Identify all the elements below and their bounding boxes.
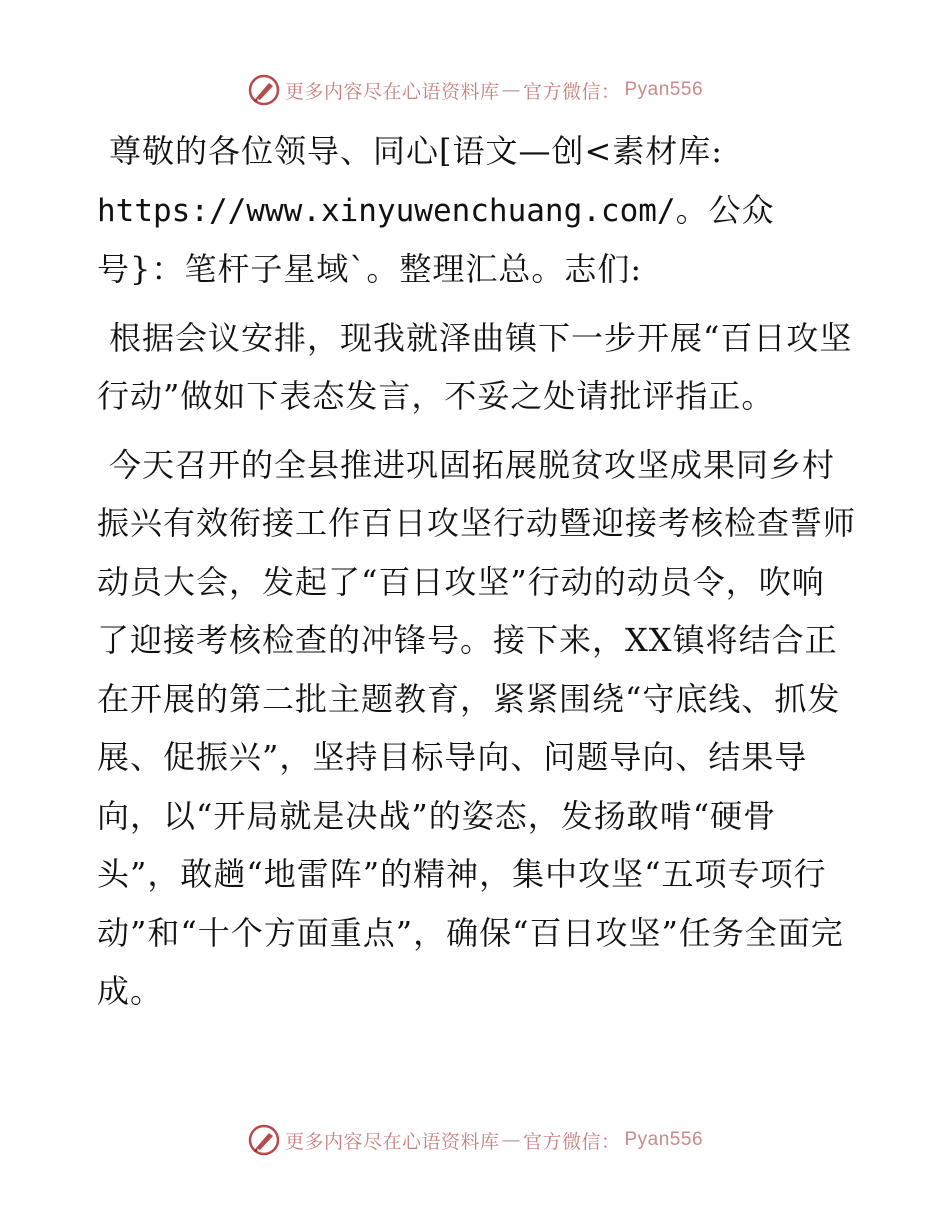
salutation-text: 尊敬的各位领导、同心[语文—创<素材库:	[109, 132, 724, 170]
watermark-wechat-id: Pyan556	[624, 79, 704, 100]
watermark-separator: —	[501, 79, 521, 101]
watermark-text: 更多内容尽在心语资料库	[284, 1130, 500, 1153]
source-url-text: https://www.xinyuwenchuang.com/	[97, 192, 676, 229]
pen-logo-icon	[247, 1123, 281, 1157]
salutation-suffix: 。公众号}：笔杆子星域ˋ。整理汇总。志们:	[97, 190, 775, 288]
paragraph-intro: 根据会议安排，现我就泽曲镇下一步开展“百日攻坚行动”做如下表态发言，不妥之处请批评指正。	[97, 318, 853, 415]
pen-logo-icon	[247, 73, 281, 107]
document-body	[97, 122, 857, 1031]
watermark-wechat-label: 官方微信：	[522, 80, 621, 103]
watermark-wechat-label: 官方微信：	[522, 1130, 621, 1153]
watermark-wechat-id: Pyan556	[624, 1129, 704, 1150]
paragraph-main: 今天召开的全县推进巩固拓展脱贫攻坚成果同乡村振兴有效衔接工作百日攻坚行动暨迎接考核检查誓师动员大会，发起了“百日攻坚”行动的动员令，吹响了迎接考核检查的冲锋号。接下来，XX镇将结合正在开展的第二批主题教育，紧紧围绕“守底线、抓发展、促振兴”，坚持目标导向、问题导向、结果导向，以“开局就是决战”的姿态，发扬敢啃“硬骨头”，敢趟“地雷阵”的精神，集中攻坚“五项专项行动”和“十个方面重点”，确保“百日攻坚”任务全面完成。	[97, 445, 857, 1010]
paragraph-salutation	[97, 122, 857, 299]
watermark-text: 更多内容尽在心语资料库	[284, 80, 500, 103]
footer-watermark	[0, 1120, 950, 1160]
watermark-separator: —	[501, 1129, 521, 1151]
header-watermark	[0, 70, 950, 110]
